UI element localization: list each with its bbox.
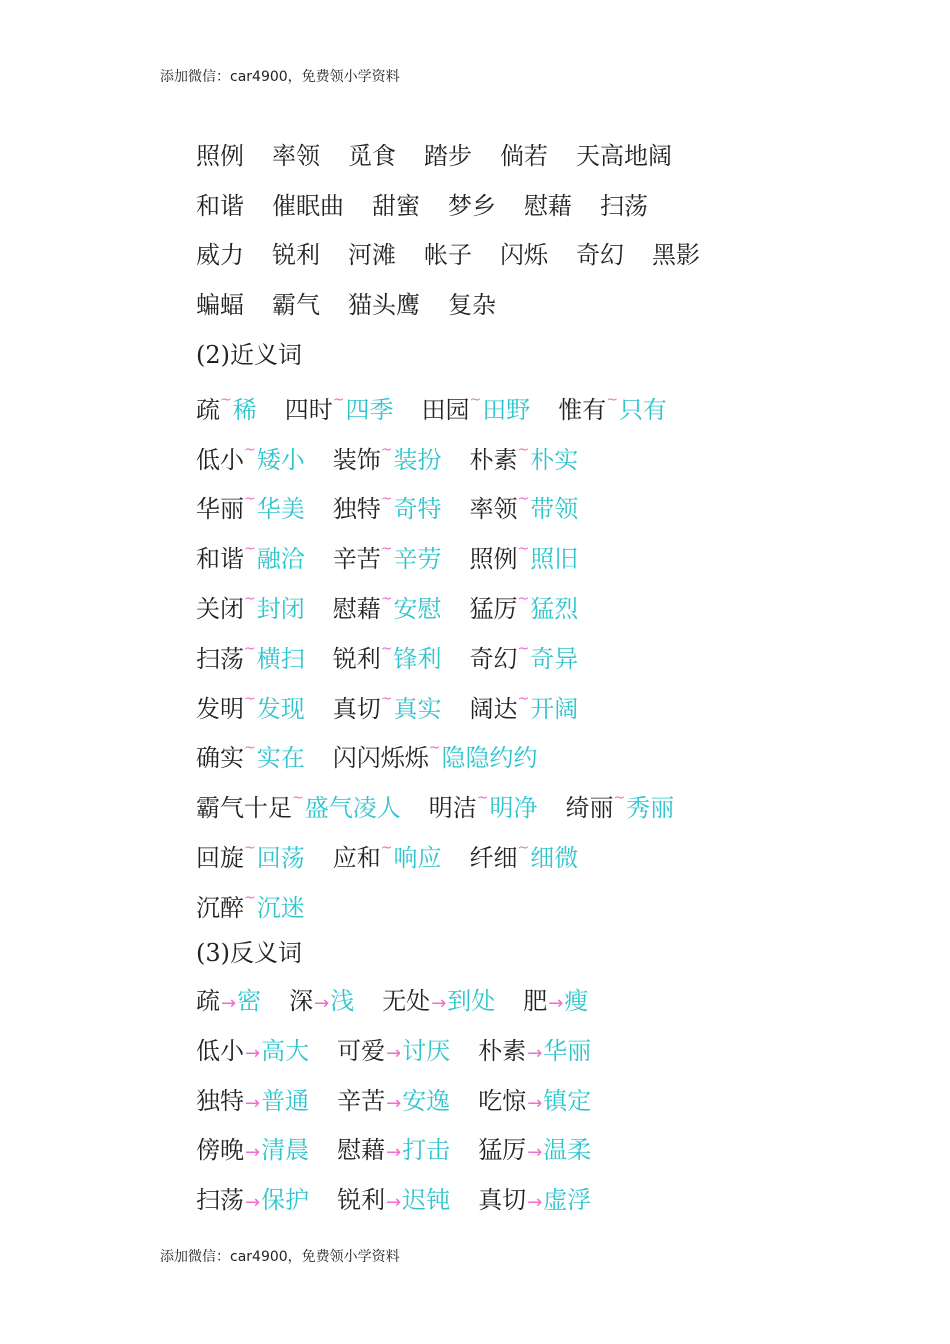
answer-word: 到处 <box>447 986 496 1015</box>
synonym-pair <box>196 778 401 828</box>
synonym-pair <box>196 380 257 430</box>
source-word: 闪闪烁烁 <box>332 744 429 773</box>
answer-word: 辛劳 <box>393 545 442 574</box>
synonym-pair <box>333 579 442 629</box>
antonym-pair <box>196 1031 309 1074</box>
source-word: 扫荡 <box>196 644 244 673</box>
tilde-mark: ~ <box>476 790 489 807</box>
synonym-line <box>196 529 896 579</box>
source-word: 猛厉 <box>469 595 518 624</box>
antonym-heading-line <box>196 928 896 978</box>
answer-word: 田野 <box>482 395 531 424</box>
synonym-line <box>196 480 896 530</box>
source-word: 明洁 <box>428 794 477 823</box>
word-line <box>196 131 896 181</box>
answer-word: 矮小 <box>256 445 305 474</box>
source-word: 深 <box>289 986 314 1015</box>
tilde-mark: ~ <box>380 591 393 608</box>
answer-word: 开阔 <box>530 694 579 723</box>
source-word: 真切 <box>478 1186 527 1215</box>
antonym-line <box>196 978 896 1028</box>
synonym-pair <box>333 828 442 878</box>
arrow-mark: → <box>386 1042 402 1064</box>
answer-word: 响应 <box>393 844 442 873</box>
answer-word: 奇异 <box>530 644 579 673</box>
vocab-word: 率领 <box>272 141 320 170</box>
tilde-mark: ~ <box>428 740 441 757</box>
answer-word: 秀丽 <box>626 794 675 823</box>
synonym-pair <box>196 629 305 679</box>
antonym-pair <box>196 1180 309 1223</box>
answer-word: 密 <box>237 986 262 1015</box>
synonym-pair <box>333 479 442 529</box>
source-word: 扫荡 <box>196 1186 244 1215</box>
answer-word: 锋利 <box>393 644 442 673</box>
word-line <box>196 280 896 330</box>
vocab-word: 蝙蝠 <box>196 291 244 320</box>
tilde-mark: ~ <box>244 840 256 857</box>
synonym-line <box>196 778 896 828</box>
word-line <box>196 181 896 231</box>
synonym-line <box>196 380 896 430</box>
tilde-mark: ~ <box>380 690 393 707</box>
synonym-pair <box>196 878 305 928</box>
answer-word: 打击 <box>402 1136 451 1165</box>
answer-word: 华美 <box>256 495 305 524</box>
tilde-mark: ~ <box>244 491 256 508</box>
source-word: 和谐 <box>196 545 244 574</box>
synonym-pair <box>333 430 442 480</box>
antonym-pair <box>382 981 495 1024</box>
answer-word: 虚浮 <box>543 1186 592 1215</box>
antonym-pair <box>337 1180 450 1223</box>
answer-word: 高大 <box>261 1036 310 1065</box>
vocab-word: 照例 <box>196 141 244 170</box>
vocab-word: 催眠曲 <box>272 191 344 220</box>
synonym-pair <box>469 529 578 579</box>
source-word: 四时 <box>284 395 333 424</box>
synonym-line <box>196 629 896 679</box>
synonym-pair <box>196 579 305 629</box>
answer-word: 迟钝 <box>402 1186 451 1215</box>
antonym-pair <box>196 1081 309 1124</box>
source-word: 朴素 <box>469 445 518 474</box>
source-word: 惟有 <box>558 395 607 424</box>
source-word: 真切 <box>332 694 381 723</box>
synonym-pair <box>469 629 578 679</box>
synonym-heading-line <box>196 330 896 380</box>
source-word: 低小 <box>196 445 244 474</box>
source-word: 应和 <box>332 844 381 873</box>
answer-word: 盛气凌人 <box>304 794 401 823</box>
synonym-pair <box>469 679 578 729</box>
synonym-pair <box>469 430 578 480</box>
arrow-mark: → <box>431 992 447 1014</box>
source-word: 锐利 <box>337 1186 386 1215</box>
tilde-mark: ~ <box>244 640 256 657</box>
tilde-mark: ~ <box>244 690 256 707</box>
antonym-pair <box>337 1130 450 1173</box>
synonym-pair <box>558 380 667 430</box>
source-word: 朴素 <box>478 1036 527 1065</box>
synonym-line <box>196 828 896 878</box>
synonym-pair <box>196 679 305 729</box>
vocab-word: 锐利 <box>272 241 320 270</box>
synonym-pair <box>196 430 305 480</box>
vocab-word: 闪烁 <box>500 241 548 270</box>
answer-word: 装扮 <box>393 445 442 474</box>
vocab-word: 河滩 <box>348 241 396 270</box>
source-word: 肥 <box>523 986 548 1015</box>
source-word: 田园 <box>421 395 470 424</box>
synonym-pair <box>469 828 578 878</box>
tilde-mark: ~ <box>380 441 393 458</box>
vocab-word: 天高地阔 <box>576 141 672 170</box>
synonym-pair <box>333 728 538 778</box>
antonym-section <box>196 978 896 1227</box>
answer-word: 只有 <box>618 395 667 424</box>
source-word: 傍晚 <box>196 1136 244 1165</box>
arrow-mark: → <box>548 992 564 1014</box>
tilde-mark: ~ <box>517 441 530 458</box>
answer-word: 猛烈 <box>530 595 579 624</box>
antonym-pair <box>478 1031 591 1074</box>
vocab-word: 黑影 <box>652 241 700 270</box>
arrow-mark: → <box>245 1192 261 1214</box>
tilde-mark: ~ <box>517 840 530 857</box>
source-word: 发明 <box>196 694 244 723</box>
source-word: 绮丽 <box>565 794 614 823</box>
source-word: 纤细 <box>469 844 518 873</box>
answer-word: 华丽 <box>543 1036 592 1065</box>
word-list-section <box>196 131 896 330</box>
answer-word: 保护 <box>261 1186 310 1215</box>
arrow-mark: → <box>527 1142 543 1164</box>
answer-word: 温柔 <box>543 1136 592 1165</box>
document-body <box>196 131 896 1227</box>
answer-word: 瘦 <box>564 986 589 1015</box>
answer-word: 镇定 <box>543 1086 592 1115</box>
tilde-mark: ~ <box>244 591 256 608</box>
synonym-pair <box>285 380 394 430</box>
source-word: 率领 <box>469 495 518 524</box>
answer-word: 安慰 <box>393 595 442 624</box>
source-word: 沉醉 <box>196 893 244 922</box>
answer-word: 封闭 <box>256 595 305 624</box>
tilde-mark: ~ <box>517 640 530 657</box>
antonym-line <box>196 1177 896 1227</box>
answer-word: 实在 <box>256 744 305 773</box>
vocab-word: 奇幻 <box>576 241 624 270</box>
answer-word: 回荡 <box>256 844 305 873</box>
antonym-pair <box>478 1130 591 1173</box>
antonym-pair <box>337 1081 450 1124</box>
tilde-mark: ~ <box>220 391 232 408</box>
synonym-line <box>196 729 896 779</box>
tilde-mark: ~ <box>517 690 530 707</box>
vocab-word: 帐子 <box>424 241 472 270</box>
tilde-mark: ~ <box>244 541 256 558</box>
answer-word: 发现 <box>256 694 305 723</box>
source-word: 华丽 <box>196 495 244 524</box>
vocab-word: 梦乡 <box>448 191 496 220</box>
arrow-mark: → <box>527 1092 543 1114</box>
synonym-heading: (2)近义词 <box>196 341 302 370</box>
synonym-pair <box>429 778 538 828</box>
vocab-word: 猫头鹰 <box>348 291 420 320</box>
answer-word: 安逸 <box>402 1086 451 1115</box>
answer-word: 真实 <box>393 694 442 723</box>
antonym-pair <box>478 1180 591 1223</box>
answer-word: 带领 <box>530 495 579 524</box>
tilde-mark: ~ <box>469 391 482 408</box>
synonym-line <box>196 579 896 629</box>
answer-word: 稀 <box>232 395 257 424</box>
vocab-word: 和谐 <box>196 191 244 220</box>
arrow-mark: → <box>245 1092 261 1114</box>
tilde-mark: ~ <box>380 840 393 857</box>
source-word: 奇幻 <box>469 644 518 673</box>
source-word: 回旋 <box>196 844 244 873</box>
word-line <box>196 231 896 281</box>
vocab-word: 觅食 <box>348 141 396 170</box>
arrow-mark: → <box>386 1092 402 1114</box>
answer-word: 隐隐约约 <box>441 744 538 773</box>
tilde-mark: ~ <box>380 491 393 508</box>
synonym-pair <box>333 529 442 579</box>
arrow-mark: → <box>245 1042 261 1064</box>
synonym-section <box>196 380 896 928</box>
answer-word: 朴实 <box>530 445 579 474</box>
tilde-mark: ~ <box>244 441 256 458</box>
tilde-mark: ~ <box>380 541 393 558</box>
vocab-word: 威力 <box>196 241 244 270</box>
tilde-mark: ~ <box>292 790 304 807</box>
answer-word: 明净 <box>489 794 538 823</box>
synonym-pair <box>333 629 442 679</box>
vocab-word: 霸气 <box>272 291 320 320</box>
arrow-mark: → <box>386 1192 402 1214</box>
vocab-word: 扫荡 <box>600 191 648 220</box>
answer-word: 讨厌 <box>402 1036 451 1065</box>
vocab-word: 慰藉 <box>524 191 572 220</box>
synonym-pair <box>469 479 578 529</box>
arrow-mark: → <box>527 1042 543 1064</box>
source-word: 装饰 <box>332 445 381 474</box>
antonym-pair <box>196 1130 309 1173</box>
source-word: 辛苦 <box>337 1086 386 1115</box>
antonym-line <box>196 1077 896 1127</box>
source-word: 独特 <box>196 1086 244 1115</box>
source-word: 霸气十足 <box>196 794 292 823</box>
antonym-pair <box>337 1031 450 1074</box>
arrow-mark: → <box>386 1142 402 1164</box>
tilde-mark: ~ <box>244 889 256 906</box>
antonym-pair <box>523 981 588 1024</box>
synonym-pair <box>196 828 305 878</box>
source-word: 慰藉 <box>337 1136 386 1165</box>
tilde-mark: ~ <box>606 391 618 408</box>
antonym-pair <box>196 981 261 1024</box>
arrow-mark: → <box>527 1192 543 1214</box>
answer-word: 沉迷 <box>256 893 305 922</box>
antonym-heading: (3)反义词 <box>196 938 302 967</box>
source-word: 可爱 <box>337 1036 386 1065</box>
answer-word: 横扫 <box>256 644 305 673</box>
tilde-mark: ~ <box>517 541 530 558</box>
antonym-pair <box>478 1081 591 1124</box>
page-header: 添加微信：car4900，免费领小学资料 <box>160 69 400 85</box>
source-word: 猛厉 <box>478 1136 527 1165</box>
page-footer: 添加微信：car4900，免费领小学资料 <box>160 1249 400 1265</box>
synonym-pair <box>196 479 305 529</box>
source-word: 独特 <box>332 495 381 524</box>
tilde-mark: ~ <box>517 591 530 608</box>
source-word: 疏 <box>196 986 220 1015</box>
antonym-line <box>196 1027 896 1077</box>
source-word: 阔达 <box>469 694 518 723</box>
source-word: 疏 <box>196 395 220 424</box>
answer-word: 四季 <box>345 395 394 424</box>
source-word: 确实 <box>196 744 244 773</box>
vocab-word: 倘若 <box>500 141 548 170</box>
answer-word: 清晨 <box>261 1136 310 1165</box>
source-word: 无处 <box>382 986 431 1015</box>
source-word: 照例 <box>469 545 518 574</box>
synonym-pair <box>565 778 674 828</box>
source-word: 慰藉 <box>332 595 381 624</box>
source-word: 锐利 <box>332 644 381 673</box>
answer-word: 细微 <box>530 844 579 873</box>
tilde-mark: ~ <box>244 740 256 757</box>
answer-word: 浅 <box>330 986 355 1015</box>
vocab-word: 甜蜜 <box>372 191 420 220</box>
source-word: 辛苦 <box>332 545 381 574</box>
arrow-mark: → <box>314 992 330 1014</box>
synonym-pair <box>333 679 442 729</box>
arrow-mark: → <box>245 1142 261 1164</box>
antonym-pair <box>289 981 354 1024</box>
answer-word: 融洽 <box>256 545 305 574</box>
tilde-mark: ~ <box>517 491 530 508</box>
source-word: 吃惊 <box>478 1086 527 1115</box>
answer-word: 奇特 <box>393 495 442 524</box>
synonym-pair <box>469 579 578 629</box>
synonym-line <box>196 679 896 729</box>
antonym-line <box>196 1127 896 1177</box>
synonym-pair <box>196 728 305 778</box>
source-word: 低小 <box>196 1036 244 1065</box>
synonym-line <box>196 430 896 480</box>
tilde-mark: ~ <box>613 790 626 807</box>
answer-word: 普通 <box>261 1086 310 1115</box>
synonym-line <box>196 878 896 928</box>
synonym-pair <box>196 529 305 579</box>
answer-word: 照旧 <box>530 545 579 574</box>
tilde-mark: ~ <box>332 391 345 408</box>
tilde-mark: ~ <box>380 640 393 657</box>
vocab-word: 复杂 <box>448 291 496 320</box>
arrow-mark: → <box>221 992 237 1014</box>
source-word: 关闭 <box>196 595 244 624</box>
vocab-word: 踏步 <box>424 141 472 170</box>
synonym-pair <box>421 380 530 430</box>
